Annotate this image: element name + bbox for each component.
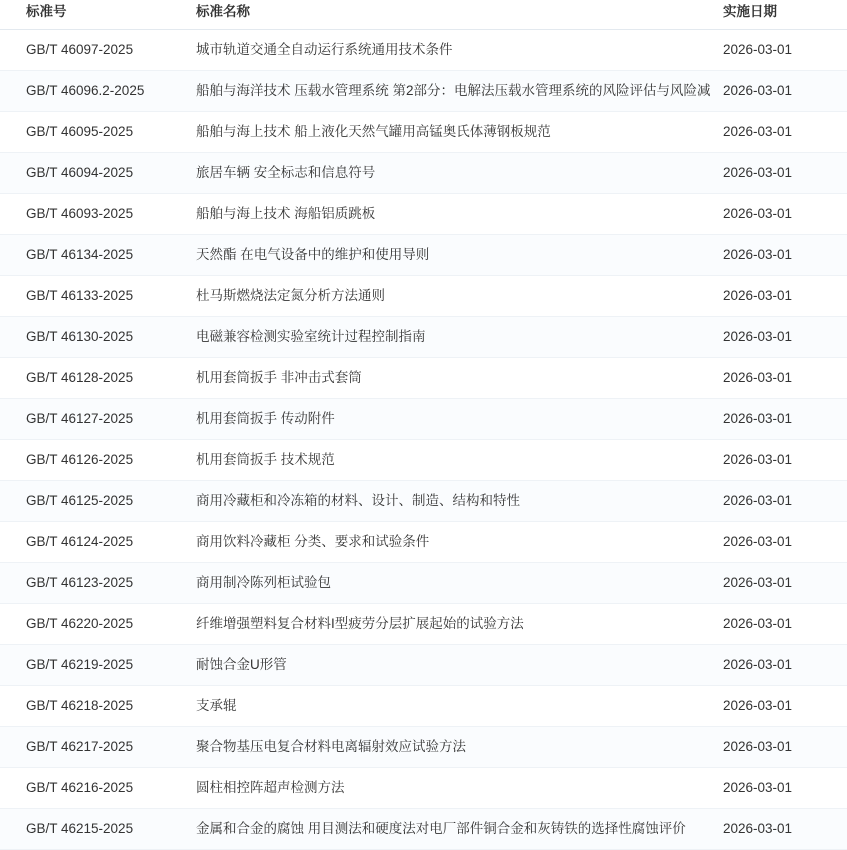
cell-standard-code[interactable]: [0, 686, 196, 727]
column-header-name: 标准名称: [196, 0, 723, 30]
cell-implementation-date: 2026-03-01: [723, 71, 847, 112]
cell-implementation-date: 2026-03-01: [723, 522, 847, 563]
standard-code-link[interactable]: GB/T 46093-2025: [26, 206, 134, 221]
standard-code-link[interactable]: GB/T 46219-2025: [26, 657, 134, 672]
cell-standard-name[interactable]: [196, 809, 723, 850]
table-row[interactable]: [0, 30, 847, 71]
cell-implementation-date: 2026-03-01: [723, 276, 847, 317]
table-row[interactable]: [0, 153, 847, 194]
cell-implementation-date: 2026-03-01: [723, 440, 847, 481]
cell-standard-name[interactable]: [196, 481, 723, 522]
standard-name-link[interactable]: 天然酯 在电气设备中的维护和使用导则: [196, 247, 430, 262]
column-header-code: 标准号: [0, 0, 196, 30]
standard-code-link[interactable]: GB/T 46128-2025: [26, 370, 134, 385]
table-row[interactable]: [0, 727, 847, 768]
standard-name-link[interactable]: 电磁兼容检测实验室统计过程控制指南: [196, 329, 426, 344]
cell-standard-name[interactable]: [196, 604, 723, 645]
cell-standard-code[interactable]: [0, 522, 196, 563]
standard-name-link[interactable]: 耐蚀合金U形管: [196, 657, 287, 672]
cell-standard-code[interactable]: [0, 112, 196, 153]
standard-code-link[interactable]: GB/T 46127-2025: [26, 411, 134, 426]
column-header-date: 实施日期: [723, 0, 847, 30]
cell-standard-code[interactable]: [0, 399, 196, 440]
cell-standard-code[interactable]: [0, 153, 196, 194]
standard-name-link[interactable]: 旅居车辆 安全标志和信息符号: [196, 165, 376, 180]
standard-name-link[interactable]: 船舶与海洋技术 压载水管理系统 第2部分：电解法压载水管理系统的风险评估与风险减: [196, 83, 711, 98]
cell-implementation-date: 2026-03-01: [723, 112, 847, 153]
table-row[interactable]: [0, 809, 847, 850]
cell-implementation-date: 2026-03-01: [723, 768, 847, 809]
table-row[interactable]: [0, 645, 847, 686]
standard-code-link[interactable]: GB/T 46123-2025: [26, 575, 134, 590]
cell-standard-name[interactable]: [196, 686, 723, 727]
standard-name-link[interactable]: 聚合物基压电复合材料电离辐射效应试验方法: [196, 739, 466, 754]
cell-standard-name[interactable]: [196, 563, 723, 604]
cell-standard-code[interactable]: [0, 358, 196, 399]
table-row[interactable]: [0, 481, 847, 522]
table-row[interactable]: [0, 235, 847, 276]
standard-name-link[interactable]: 纤维增强塑料复合材料I型疲劳分层扩展起始的试验方法: [196, 616, 524, 631]
cell-implementation-date: 2026-03-01: [723, 686, 847, 727]
cell-standard-name[interactable]: [196, 399, 723, 440]
standard-name-link[interactable]: 杜马斯燃烧法定氮分析方法通则: [196, 288, 385, 303]
cell-implementation-date: 2026-03-01: [723, 235, 847, 276]
table-body: [0, 30, 847, 850]
cell-implementation-date: 2026-03-01: [723, 399, 847, 440]
standard-code-link[interactable]: GB/T 46124-2025: [26, 534, 134, 549]
cell-standard-code[interactable]: [0, 276, 196, 317]
cell-standard-name[interactable]: [196, 727, 723, 768]
table-row[interactable]: [0, 522, 847, 563]
cell-implementation-date: 2026-03-01: [723, 194, 847, 235]
standard-code-link[interactable]: GB/T 46095-2025: [26, 124, 134, 139]
cell-standard-name[interactable]: [196, 276, 723, 317]
standard-code-link[interactable]: GB/T 46130-2025: [26, 329, 134, 344]
cell-standard-code[interactable]: [0, 604, 196, 645]
table-header-row: [0, 0, 847, 30]
cell-implementation-date: 2026-03-01: [723, 645, 847, 686]
table-row[interactable]: [0, 358, 847, 399]
cell-standard-code[interactable]: [0, 235, 196, 276]
standard-code-link[interactable]: GB/T 46218-2025: [26, 698, 134, 713]
standard-code-link[interactable]: GB/T 46216-2025: [26, 780, 134, 795]
cell-implementation-date: 2026-03-01: [723, 604, 847, 645]
table-row[interactable]: [0, 686, 847, 727]
table-row[interactable]: [0, 440, 847, 481]
cell-implementation-date: 2026-03-01: [723, 727, 847, 768]
table-row[interactable]: [0, 112, 847, 153]
standard-name-link[interactable]: 金属和合金的腐蚀 用目测法和硬度法对电厂部件铜合金和灰铸铁的选择性腐蚀评价: [196, 821, 686, 836]
cell-standard-name[interactable]: [196, 71, 723, 112]
cell-standard-name[interactable]: [196, 440, 723, 481]
standard-name-link[interactable]: 圆柱相控阵超声检测方法: [196, 780, 345, 795]
cell-standard-name[interactable]: [196, 768, 723, 809]
cell-implementation-date: 2026-03-01: [723, 563, 847, 604]
standard-name-link[interactable]: 商用制冷陈列柜试验包: [196, 575, 331, 590]
standard-code-link[interactable]: GB/T 46220-2025: [26, 616, 134, 631]
cell-standard-code[interactable]: [0, 768, 196, 809]
cell-implementation-date: 2026-03-01: [723, 317, 847, 358]
cell-implementation-date: 2026-03-01: [723, 30, 847, 71]
table-row[interactable]: [0, 71, 847, 112]
standard-name-link[interactable]: 城市轨道交通全自动运行系统通用技术条件: [196, 42, 453, 57]
standard-name-link[interactable]: 机用套筒扳手 非冲击式套筒: [196, 370, 362, 385]
cell-standard-code[interactable]: [0, 563, 196, 604]
cell-implementation-date: 2026-03-01: [723, 809, 847, 850]
cell-standard-name[interactable]: [196, 235, 723, 276]
cell-standard-name[interactable]: [196, 645, 723, 686]
table-row[interactable]: [0, 768, 847, 809]
cell-standard-code[interactable]: [0, 30, 196, 71]
table-header: [0, 0, 847, 30]
standard-name-link[interactable]: 支承辊: [196, 698, 237, 713]
cell-standard-name[interactable]: [196, 30, 723, 71]
cell-standard-code[interactable]: [0, 809, 196, 850]
cell-standard-code[interactable]: [0, 317, 196, 358]
cell-standard-name[interactable]: [196, 194, 723, 235]
standard-code-link[interactable]: GB/T 46133-2025: [26, 288, 134, 303]
cell-standard-code[interactable]: [0, 440, 196, 481]
cell-standard-code[interactable]: [0, 645, 196, 686]
cell-standard-code[interactable]: [0, 194, 196, 235]
table-row[interactable]: [0, 399, 847, 440]
standard-name-link[interactable]: 机用套筒扳手 技术规范: [196, 452, 335, 467]
table-row[interactable]: [0, 604, 847, 645]
table-row[interactable]: [0, 194, 847, 235]
cell-standard-name[interactable]: [196, 317, 723, 358]
cell-standard-name[interactable]: [196, 358, 723, 399]
standard-name-link[interactable]: 商用冷藏柜和冷冻箱的材料、设计、制造、结构和特性: [196, 493, 520, 508]
cell-standard-code[interactable]: [0, 481, 196, 522]
cell-standard-name[interactable]: [196, 522, 723, 563]
standard-name-link[interactable]: 船舶与海上技术 海船铝质跳板: [196, 206, 376, 221]
standard-code-link[interactable]: GB/T 46126-2025: [26, 452, 134, 467]
cell-implementation-date: 2026-03-01: [723, 358, 847, 399]
table-row[interactable]: [0, 276, 847, 317]
cell-standard-code[interactable]: [0, 727, 196, 768]
standard-name-link[interactable]: 机用套筒扳手 传动附件: [196, 411, 335, 426]
standard-name-link[interactable]: 商用饮料冷藏柜 分类、要求和试验条件: [196, 534, 430, 549]
cell-standard-name[interactable]: [196, 153, 723, 194]
standard-code-link[interactable]: GB/T 46094-2025: [26, 165, 134, 180]
standard-code-link[interactable]: GB/T 46097-2025: [26, 42, 134, 57]
standard-code-link[interactable]: GB/T 46217-2025: [26, 739, 134, 754]
table-row[interactable]: [0, 317, 847, 358]
cell-implementation-date: 2026-03-01: [723, 153, 847, 194]
standard-code-link[interactable]: GB/T 46096.2-2025: [26, 83, 145, 98]
table-row[interactable]: [0, 563, 847, 604]
cell-implementation-date: 2026-03-01: [723, 481, 847, 522]
standard-code-link[interactable]: GB/T 46215-2025: [26, 821, 134, 836]
cell-standard-name[interactable]: [196, 112, 723, 153]
standard-code-link[interactable]: GB/T 46134-2025: [26, 247, 134, 262]
standard-name-link[interactable]: 船舶与海上技术 船上液化天然气罐用高锰奥氏体薄钢板规范: [196, 124, 551, 139]
standard-code-link[interactable]: GB/T 46125-2025: [26, 493, 134, 508]
cell-standard-code[interactable]: [0, 71, 196, 112]
